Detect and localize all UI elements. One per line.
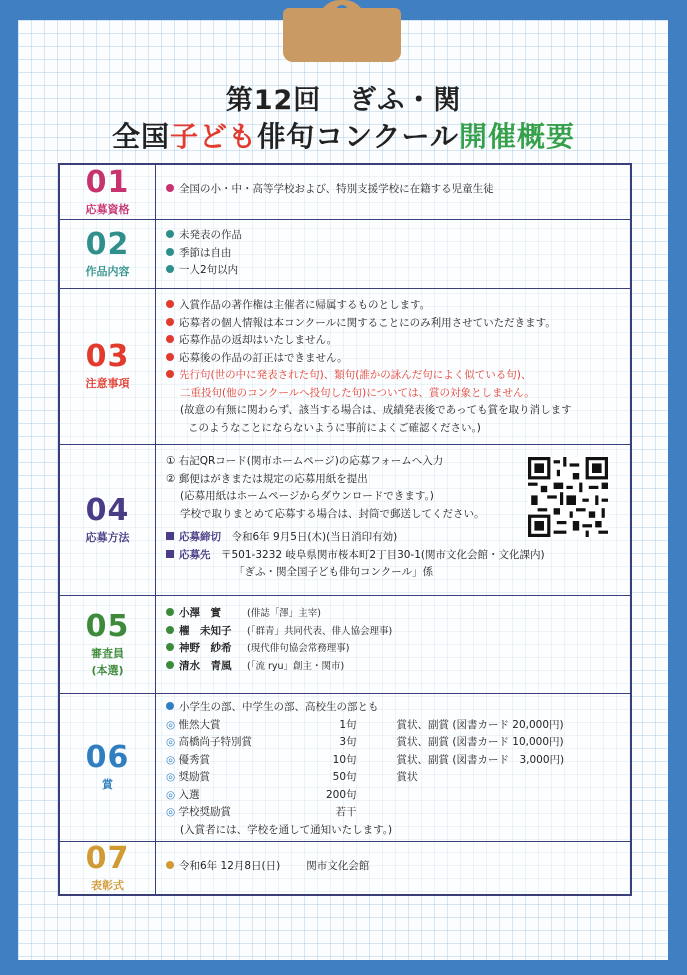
section-04-label — [60, 445, 156, 595]
section-title: 賞 — [102, 778, 113, 791]
section-02 — [60, 219, 630, 288]
section-07-content — [156, 842, 630, 894]
section-03-label — [60, 289, 156, 444]
list-item: 応募作品の返却はいたしません。 — [166, 332, 620, 350]
double-circle-icon: ◎ — [166, 753, 176, 766]
clipboard-clip — [283, 8, 401, 62]
section-02-label — [60, 220, 156, 288]
list-item: ① 右記QRコード(関市ホームページ)の応募フォームへ入力 — [166, 455, 444, 467]
judge-item: 櫂 未知子 (「群青」共同代表、俳人協会理事) — [166, 623, 620, 641]
double-circle-icon: ◎ — [166, 806, 176, 818]
judge-item: 清水 青風 (「流 ryu」創主・関市) — [166, 658, 620, 676]
section-title: 表彰式 — [91, 878, 124, 892]
prize-row: ◎ 惟然大賞 1句 賞状、副賞 (図書カード 20,000円) — [166, 718, 564, 731]
title-part-zenkoku: 全国 — [112, 120, 171, 153]
bullet-icon — [166, 626, 174, 634]
note-text: 学校で取りまとめて応募する場合は、封筒で郵送してください。 — [180, 507, 485, 520]
section-04-content — [156, 445, 630, 595]
section-07-label — [60, 842, 156, 894]
prize-intro: 小学生の部、中学生の部、高校生の部とも — [166, 699, 620, 717]
section-title: 応募方法 — [85, 530, 130, 544]
bullet-icon — [166, 643, 174, 651]
section-05-label — [60, 596, 156, 693]
prize-row: ◎ 高橋尚子特別賞 3句 賞状、副賞 (図書カード 10,000円) — [166, 736, 564, 748]
bullet-icon — [166, 248, 174, 256]
section-01-content — [156, 165, 630, 219]
section-number: 05 — [85, 608, 130, 644]
address-row: 応募先 〒501-3232 岐阜県関市桜本町2丁目30-1(関市文化会館・文化課内) — [166, 547, 620, 565]
section-number: 04 — [85, 492, 130, 528]
bullet-icon — [166, 230, 174, 238]
prize-row: ◎ 優秀賞 10句 賞状、副賞 (図書カード 3,000円) — [166, 753, 565, 766]
list-item: 入賞作品の著作権は主催者に帰属するものとします。 — [166, 297, 620, 315]
bullet-icon — [166, 353, 174, 361]
section-06-label — [60, 694, 156, 841]
note-text: このようなことにならないように事前によくご確認ください。) — [188, 421, 481, 434]
double-circle-icon: ◎ — [166, 788, 176, 801]
prize-row: ◎ 学校奨励賞 若干 — [166, 806, 357, 818]
title-line1: 第12回 ぎふ・関 — [225, 85, 462, 116]
list-item: 季節は自由 — [166, 245, 620, 263]
section-02-content — [156, 220, 630, 288]
bullet-icon — [166, 861, 174, 869]
list-item: 応募者の個人情報は本コンクールに関することにのみ利用させていただきます。 — [166, 315, 620, 333]
bullet-icon — [166, 702, 174, 710]
bullet-icon — [166, 184, 174, 192]
title-part-gaiyou: 開催概要 — [458, 120, 575, 153]
prize-row: ◎ 奨励賞 50句 賞状 — [166, 771, 418, 783]
title-line2 — [0, 115, 687, 155]
note-text: (応募用紙はホームページからダウンロードできます。) — [180, 490, 434, 502]
section-title: 注意事項 — [85, 377, 130, 390]
section-06 — [60, 693, 630, 841]
section-title: 応募資格 — [85, 202, 130, 216]
deadline-row: 応募締切 令和6年 9月5日(木)(当日消印有効) — [166, 529, 620, 547]
section-03 — [60, 288, 630, 444]
section-05 — [60, 595, 630, 693]
list-item: 未発表の作品 — [166, 227, 620, 245]
bullet-icon — [166, 318, 174, 326]
section-title: 作品内容 — [85, 264, 130, 278]
list-item: ② 郵便はがきまたは規定の応募用紙を提出 — [166, 472, 368, 485]
section-number: 06 — [85, 740, 130, 775]
judge-item: 神野 紗希 (現代俳句協会常務理事) — [166, 640, 620, 658]
square-bullet-icon — [166, 532, 174, 540]
square-bullet-icon — [166, 550, 174, 558]
section-04 — [60, 444, 630, 595]
section-number: 07 — [85, 840, 130, 876]
section-01-label — [60, 165, 156, 219]
note-text: (入賞者には、学校を通して通知いたします。) — [180, 823, 393, 836]
judge-item: 小澤 實 (俳誌「澤」主宰) — [166, 605, 620, 623]
section-title: 審査員 — [91, 646, 124, 660]
address-line2: 「ぎふ・関全国子ども俳句コンクール」係 — [234, 566, 434, 578]
list-item: 一人2句以内 — [166, 262, 620, 280]
title-part-kodomo: 子ども — [170, 120, 258, 153]
section-05-content — [156, 596, 630, 693]
section-01 — [60, 165, 630, 219]
bullet-icon — [166, 300, 174, 308]
section-number: 02 — [85, 226, 130, 262]
section-number: 03 — [85, 339, 130, 374]
note-text: (故意の有無に関わらず、該当する場合は、成績発表後であっても賞を取り消します — [180, 404, 572, 416]
prize-row: ◎ 入選 200句 — [166, 788, 357, 801]
section-subtitle: (本選) — [91, 663, 124, 677]
section-06-content — [156, 694, 630, 841]
double-circle-icon: ◎ — [166, 718, 176, 731]
title-part-haiku: 俳句コンクール — [257, 120, 459, 153]
list-item-warning-cont: 二重投句(他のコンクールへ投句した句)については、賞の対象としません。 — [180, 386, 535, 399]
bullet-icon — [166, 335, 174, 343]
section-03-content — [156, 289, 630, 444]
double-circle-icon: ◎ — [166, 771, 176, 783]
section-number: 01 — [85, 164, 130, 200]
bullet-icon — [166, 661, 174, 669]
bullet-icon — [166, 265, 174, 273]
list-item-warning: 先行句(世の中に発表された句)、類句(誰かの詠んだ句によく似ている句)、 — [166, 367, 620, 385]
qr-code-icon[interactable] — [528, 457, 608, 537]
outline-table — [58, 163, 632, 896]
bullet-icon — [166, 370, 174, 378]
section-07 — [60, 841, 630, 894]
ceremony-row: 令和6年 12月8日(日) 関市文化会館 — [166, 858, 620, 876]
double-circle-icon: ◎ — [166, 736, 176, 748]
bullet-icon — [166, 608, 174, 616]
list-item: 応募後の作品の訂正はできません。 — [166, 350, 620, 368]
list-item: 全国の小・中・高等学校および、特別支援学校に在籍する児童生徒 — [166, 181, 620, 199]
